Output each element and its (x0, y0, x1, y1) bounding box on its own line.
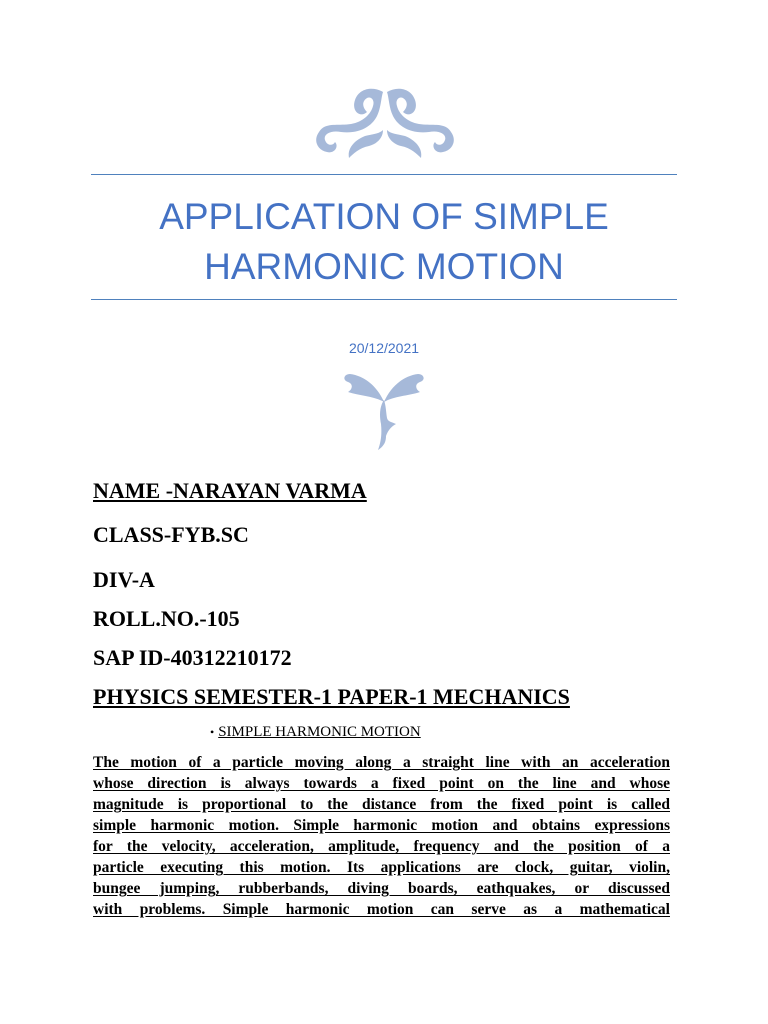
page-title (91, 192, 677, 292)
student-sap-id: SAP ID-40312210172 (93, 645, 292, 670)
paragraph-line: whose direction is always towards a fixed point on the line and whose (93, 775, 670, 792)
student-roll-number: ROLL.NO.-105 (93, 606, 240, 631)
floral-ornament-icon (305, 82, 465, 162)
title-line-1: APPLICATION OF SIMPLE (159, 196, 609, 237)
title-top-divider (91, 174, 677, 175)
paragraph-line: The motion of a particle moving along a straight line with an acceleration (93, 754, 670, 771)
subject-heading: PHYSICS SEMESTER-1 PAPER-1 MECHANICS (93, 684, 570, 709)
paragraph-line: for the velocity, acceleration, amplitude, frequency and the position of a (93, 838, 670, 855)
student-name: NAME -NARAYAN VARMA (93, 478, 367, 503)
bullet-icon: • (210, 725, 215, 739)
paragraph-line: magnitude is proportional to the distance from the fixed point is called (93, 796, 670, 813)
title-line-2: HARMONIC MOTION (204, 246, 564, 287)
body-paragraph (93, 752, 670, 920)
document-date: 20/12/2021 (348, 340, 420, 356)
paragraph-line: simple harmonic motion. Simple harmonic motion and obtains expressions (93, 817, 670, 834)
paragraph-line: particle executing this motion. Its applications are clock, guitar, violin, (93, 859, 670, 876)
title-bottom-divider (91, 299, 677, 300)
fleur-ornament-icon (340, 362, 428, 452)
student-class: CLASS-FYB.SC (93, 522, 249, 547)
paragraph-line: with problems. Simple harmonic motion can serve as a mathematical (93, 901, 670, 918)
paragraph-line: bungee jumping, rubberbands, diving boards, eathquakes, or discussed (93, 880, 670, 897)
student-division: DIV-A (93, 567, 155, 592)
section-heading-label: SIMPLE HARMONIC MOTION (218, 724, 421, 740)
section-heading (210, 724, 421, 741)
